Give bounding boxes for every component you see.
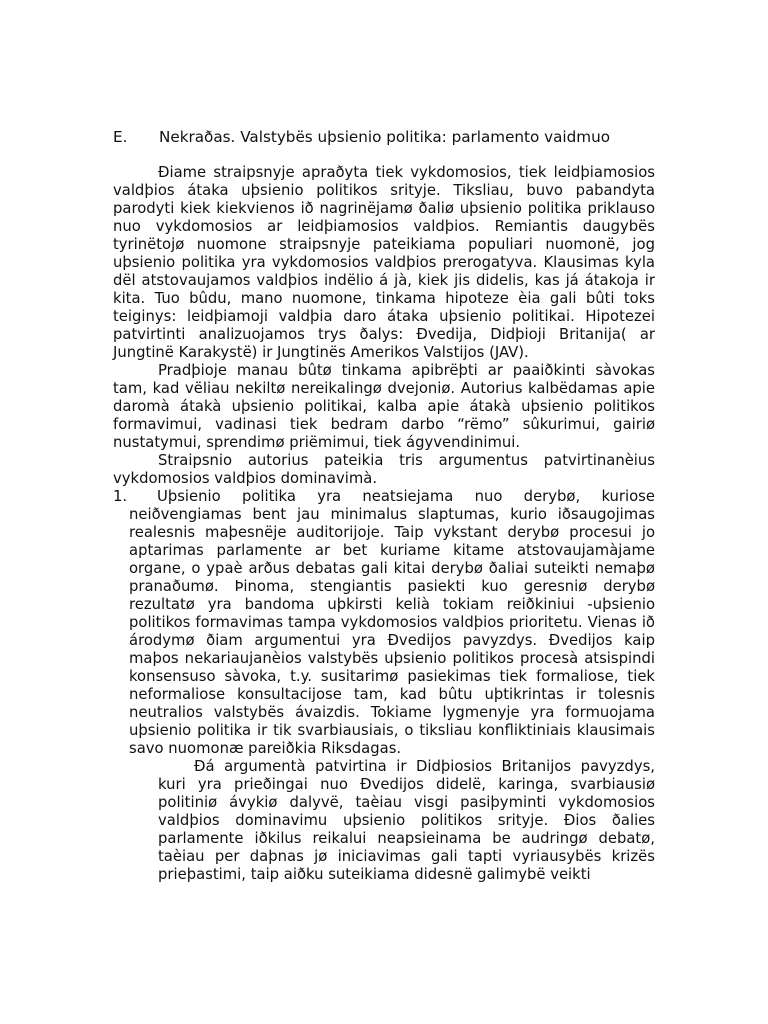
document-body [113, 164, 655, 884]
paragraph-definitions: Pradþioje manau bûtø tinkama apibrëþti ar paaiðkinti sàvokas tam, kad vëliau nekiltø nereikalingø dvejoniø. Autorius kalbëdamas apie daromà átakà uþsienio politikai, kalba apie átakà uþsienio politikos formavimui, vadinasi tiek bedram darbo “rëmo” sûkurimui, gairiø nustatymui, sprendimø priëmimui, tiek ágyvendinimui. [113, 362, 655, 451]
section-heading [113, 128, 610, 147]
list-item-number: 1. [113, 488, 128, 505]
paragraph-britain-example: Ðá argumentà patvirtina ir Didþiosios Britanijos pavyzdys, kuri yra prieðingai nuo Ðvedijos didelë, karinga, svarbiausiø politiniø ávykiø dalyvë, taèiau visgi pasiþyminti vykdomosios valdþios dominavimu uþsienio politikos srityje. Ðios ðalies parlamente iðkilus reikalui neapsieinama be audringø debatø, taèiau per daþnas jø iniciavimas gali tapti vyriausybës krizës prieþastimi, taip aiðku suteikiama didesnë galimybë veikti [158, 758, 655, 883]
list-item-text: Uþsienio politika yra neatsiejama nuo derybø, kuriose neiðvengiamas bent jau minimalus slaptumas, kurio iðsaugojimas realesnis maþesnëje auditorijoje. Taip vykstant derybø procesui jo aptarimas parlamente ar bet kuriame kitame atstovaujamàjame organe, o ypaè arðus debatas gali kitai derybø ðaliai suteikti nemaþø pranaðumø. Þinoma, stengiantis pasiekti kuo geresniø derybø rezultatø yra bandoma uþkirsti kelià tokiam reiðkiniui -uþsienio politikos formavimas tampa vykdomosios valdþios prioritetu. Vienas ið árodymø ðiam argumentui yra Ðvedijos pavyzdys. Ðvedijos kaip maþos nekariaujanèios valstybës uþsienio politikos procesà atsispindi konsensuso sàvoka, t.y. susitarimø pasiekimas tiek formaliose, tiek neformaliose konsultacijose tam, kad bûtu uþtikrintas ir tolesnis neutralios valstybës ávaizdis. Tokiame lygmenyje yra formuojama uþsienio politika ir tik svarbiausiais, o tiksliau konfliktiniais klausimais savo nuomonæ pareiðkia Riksdagas. [129, 488, 655, 757]
paragraph-arguments-intro: Straipsnio autorius pateikia tris argumentus patvirtinanèius vykdomosios valdþios dominavimà. [113, 452, 655, 487]
section-title: Nekraðas. Valstybës uþsienio politika: parlamento vaidmuo [159, 128, 610, 146]
paragraph-intro: Ðiame straipsnyje apraðyta tiek vykdomosios, tiek leidþiamosios valdþios átaka uþsienio politikos srityje. Tiksliau, buvo pabandyta parodyti kiek kiekvienos ið nagrinëjamø ðaliø uþsienio politika priklauso nuo vykdomosios ar leidþiamosios valdþios. Remiantis daugybës tyrinëtojø nuomone straipsnyje pateikiama populiari nuomonë, jog uþsienio politika yra vykdomosios valdþios prerogatyva. Klausimas kyla dël atstovaujamos valdþios indëlio á jà, kiek jis didelis, kas já átakoja ir kita. Tuo bûdu, mano nuomone, tinkama hipoteze èia gali bûti toks teiginys: leidþiamoji valdþia daro átaka uþsienio politikai. Hipotezei patvirtinti analizuojamos trys ðalys: Ðvedija, Didþioji Britanija( ar Jungtinë Karakystë) ir Jungtinës Amerikos Valstijos (JAV). [113, 164, 655, 361]
section-number: E. [113, 128, 128, 146]
list-item [113, 488, 655, 758]
